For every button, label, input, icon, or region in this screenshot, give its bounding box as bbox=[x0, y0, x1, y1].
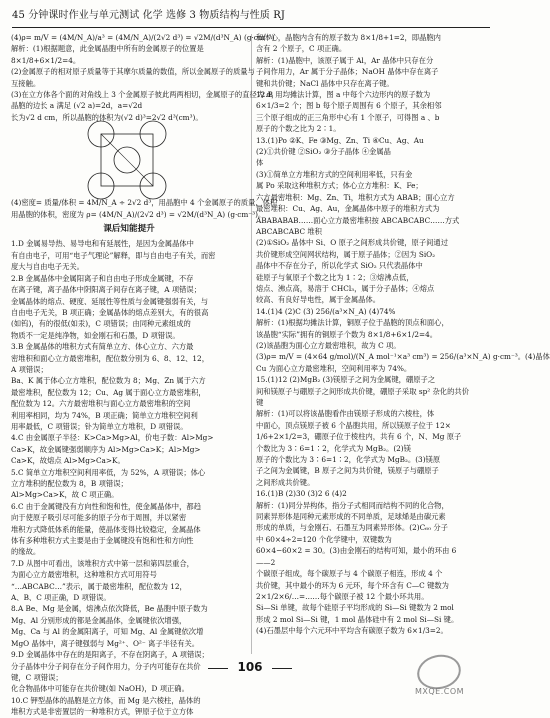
text-line: 和体心，晶胞内含有的原子数为 8×1/8+1=2，即晶胞内 bbox=[256, 33, 441, 42]
text-line: (4)石墨层中每个六元环中平均含有碳原子数为 6×1/3=2。 bbox=[256, 626, 448, 636]
text-line: 分子晶体中分子间存在分子间作用力，分子内可能存在共价 bbox=[11, 661, 201, 671]
text-line: MgO 晶体中，离子键强弱与 Mg²⁺、O²⁻ 离子半径有关。 bbox=[11, 638, 200, 648]
text-line: 6×1/3=2 个；图 b 每个原子周围有 6 个原子，其余相邻 bbox=[256, 101, 442, 111]
text-line: 共价键，其中最小的环为 6 元环，每个环含有 C—C 键数为 bbox=[256, 580, 449, 590]
text-line: ABABABAB……面心立方最密堆积按 ABCABCABC……方式 bbox=[256, 215, 460, 225]
text-line: (2)该晶胞为面心立方最密堆积，故为 C 项。 bbox=[256, 340, 401, 350]
text-line: 个数比为 3∶6=1∶2，化学式为 MgB₂。(2)镁 bbox=[256, 443, 411, 453]
text-line: 自由电子无关，B 项正确；金属晶体的熔点差别大，有的很高 bbox=[11, 307, 209, 317]
text-line: 解析：(1)同分异构体，指分子式相同而结构不同的化合物， bbox=[256, 500, 449, 510]
text-line: 六方最密堆积：Mg、Zn、Ti，堆积方式为 ABAB；面心立方 bbox=[256, 192, 455, 202]
text-line: 16.(1)B (2)30 (3)2 6 (4)2 bbox=[256, 489, 347, 499]
text-line: 有自由电子，可用“电子气理论”解释，即与自由电子有关，而密 bbox=[11, 250, 216, 260]
text-line: 2×1/2×6/…=……每个碳原子被 12 个最小环共用。 bbox=[256, 591, 429, 601]
text-line: (2)①共价键 ②SiO₂ ③分子晶体 ④金属晶 bbox=[256, 147, 391, 157]
text-line: 15.(1)12 (2)MgB₂ (3)镁原子之间为金属键，硼原子之 bbox=[256, 375, 436, 385]
text-line: 子间作用力，Ar 属于分子晶体；NaOH 晶体中存在离子 bbox=[256, 67, 439, 77]
right-answers-list bbox=[256, 32, 550, 637]
text-line: 物质不一定是纯净物，如金刚石和石墨，D 项错误。 bbox=[11, 330, 180, 340]
text-line: 3.B 金属晶体的堆积方式有简单立方、体心立方、六方最 bbox=[11, 342, 194, 352]
text-line: (4)ρ= m/V = (4M/N_A)/a³ = (4M/N_A)/(2√2 d³) = √2M/(d³N_A) (g·cm⁻³) bbox=[11, 33, 275, 42]
text-line: Al>Mg>Ca>K，故 C 项正确。 bbox=[11, 490, 119, 500]
text-line: 4.C 由金属原子半径：K>Ca>Mg>Al，价电子数：Al>Mg> bbox=[11, 433, 214, 443]
text-line: 密堆积和面心立方最密堆积，配位数分别为 6、8、12、12， bbox=[11, 353, 210, 363]
unit-cell-face-diagram bbox=[11, 125, 247, 195]
watermark-logo bbox=[415, 655, 497, 701]
text-line: 之间形成共价键。 bbox=[256, 477, 315, 487]
text-line: 10.C 钾型晶体的晶胞是立方体，而 Mg 是六棱柱，晶体的 bbox=[11, 695, 201, 705]
text-line: 长为√2 d cm，所以晶胞的体积为(√2 d)³=2√2 d³(cm³)。 bbox=[11, 112, 203, 122]
text-line: 同素异形体是同种元素形成的不同单质，足球烯是由碳元素 bbox=[256, 512, 446, 522]
text-line: ABCABCABC 堆积 bbox=[256, 226, 322, 236]
text-line: 8×1/8+6×1/2=4。 bbox=[11, 55, 81, 65]
text-line: 金属晶体的熔点、硬度、延展性等性质与金属键强弱有关，与 bbox=[11, 296, 209, 306]
text-line: 解析：(1)根据均摊法计算，铜原子位于晶胞的顶点和面心， bbox=[256, 318, 449, 328]
text-line: 形成 2 mol Si—Si 键，1 mol 晶体硅中有 2 mol Si—Si 键。 bbox=[256, 614, 459, 624]
column-divider bbox=[251, 34, 252, 654]
text-line: 在离子键，离子晶体中阴阳离子间存在离子键，A 项错误； bbox=[11, 285, 202, 295]
text-line: 12.B 用均摊法计算，图 a 中每个六边形内的原子数为 bbox=[256, 90, 431, 100]
text-line: 用晶胞的体积，密度为 ρ= (4M/N_A)/(2√2 d³) = √2M/(d³N_A) (g·cm⁻³)。 bbox=[11, 209, 266, 219]
text-line: 该晶胞“实际”拥有的铜原子个数为 8×1/8+6×1/2=4。 bbox=[256, 329, 438, 339]
text-line: Ca>K，故熔点 Al>Mg>Ca>K。 bbox=[11, 456, 125, 466]
face-centered-circles-figure bbox=[83, 125, 173, 195]
text-line: 为面心立方最密堆积，这种堆积方式可用符号 bbox=[11, 570, 157, 580]
text-line: Ba、K 属于体心立方堆积，配位数为 8；Mg、Zn 属于六方 bbox=[11, 376, 206, 386]
text-line: (3)在立方体各个面的对角线上 3 个金属原子彼此两两相切，金属原子的直径为 d， bbox=[11, 90, 279, 100]
text-line: 熔点、沸点高，易溶于 CHCl₃，属于分子晶体；④熔点 bbox=[256, 283, 435, 293]
text-line: 解析：(1)根据题意，此金属晶胞中所有的金属原子的位置是 bbox=[11, 44, 204, 54]
text-line: 间和镁原子与硼原子之间形成共价键，硼原子采取 sp² 杂化的共价 bbox=[256, 386, 469, 396]
text-line: 原子的个数之比为 2∶1。 bbox=[256, 124, 341, 134]
text-line: 键 bbox=[256, 398, 264, 407]
text-line: 最密堆积：Cu、Ag、Au，金属晶体中原子的堆积方式为 bbox=[256, 204, 440, 214]
text-line: 13.(1)Po ②K、Fe ③Mg、Zn、Ti ④Cu、Ag、Au bbox=[256, 135, 424, 145]
right-column bbox=[256, 32, 550, 657]
text-line: (4)密度= 质量/体积 = 4M/N_A ÷ 2√2 d³，用晶胞中 4 个金属原子的质量，体积 bbox=[11, 198, 278, 208]
text-line: Ca>K，故金属键强弱顺序为 Al>Mg>Ca>K；Al>Mg> bbox=[11, 444, 201, 454]
text-line: 原子的个数比为 3∶6=1∶2，化学式为 MgB₂。(3)镁原 bbox=[256, 455, 441, 465]
text-line: 用率最低，C 项错误；钋为简单立方堆积，D 项错误。 bbox=[11, 421, 188, 431]
text-line: 键，C 项错误； bbox=[11, 672, 63, 682]
text-line: 立方堆积的配位数为 8，B 项错误； bbox=[11, 479, 128, 488]
text-line: 硅原子与氧原子个数之比为 1∶2；③熔沸点低， bbox=[256, 272, 414, 282]
text-line: Si—Si 单键，故每个硅原子平均形成的 Si—Si 键数为 2 mol bbox=[256, 603, 454, 613]
text-line: (3)①简单立方堆积方式的空间利用率低，只有金 bbox=[256, 169, 413, 179]
text-line: 向于使原子吸引尽可能多的原子分布于周围，并以紧密 bbox=[11, 513, 187, 523]
text-line: A、B、C 项正确，D 项错误。 bbox=[11, 593, 111, 603]
section-title: 课后知能提升 bbox=[103, 224, 155, 235]
text-line: Mg、Ca 与 Al 的金属阳离子，可知 Mg、Al 金属键依次增 bbox=[11, 627, 204, 637]
text-line: 个碳原子组成，每个碳原子与 4 个碳原子相连，形成 4 个 bbox=[256, 569, 443, 579]
text-line: 体有多种堆积方式主要是由于金属键没有饱和性和方向性 bbox=[11, 536, 194, 546]
text-line: 的缘故。 bbox=[11, 547, 41, 557]
text-line: 晶胞的边长 a 满足 (√2 a)=2d，a=√2d bbox=[11, 101, 143, 111]
text-line: 较高、有良好导电性，属于金属晶体。 bbox=[256, 295, 381, 305]
answer-12-density-note bbox=[11, 197, 278, 220]
text-line: 互接触。 bbox=[11, 78, 41, 88]
text-line: 堆积方式是非密置层的一种堆积方式，钾原子位于立方体 bbox=[11, 707, 194, 717]
text-line: 60×4−60×2 = 30。(3)由金刚石的结构可知，最小的环由 6 bbox=[256, 546, 457, 556]
text-line: 7.D 从图中可看出，该堆积方式中第一层和第四层重合， bbox=[11, 558, 194, 568]
text-line: 度大与自由电子无关。 bbox=[11, 262, 84, 272]
text-line: 体 bbox=[256, 158, 264, 168]
text-line: 子之间为金属键，B 原子之间为共价键，镁原子与硼原子 bbox=[256, 466, 439, 476]
text-line: 配位数为 12。六方最密堆积与面心立方最密堆积的空间 bbox=[11, 399, 191, 409]
text-line: 1.D 金属易导热、易导电和有延展性，是因为金属晶体中 bbox=[11, 239, 194, 249]
text-line: 三个原子组成的正三角形中心有 1 个原子，可得图 a 、b bbox=[256, 112, 440, 122]
text-line: 最密堆积，配位数为 12；Cu、Ag 属于面心立方最密堆积， bbox=[11, 387, 206, 397]
text-line: 含有 2 个原子，C 项正确。 bbox=[256, 44, 347, 54]
text-line: 5.C 简单立方堆积空间利用率低，为 52%，A 项错误；体心 bbox=[11, 467, 206, 477]
text-line: Cu 为面心立方最密堆积，空间利用率为 74%。 bbox=[256, 363, 412, 373]
header-rule bbox=[12, 27, 490, 28]
text-line: 属 Po 采取这种堆积方式；体心立方堆积：K、Fe； bbox=[256, 181, 423, 191]
text-line: “…ABCABC…”表示，属于最密堆积，配位数为 12， bbox=[11, 581, 187, 591]
watermark-text: MXQE.COM bbox=[415, 687, 465, 696]
text-line: 9.D 金属晶体中存在的是阳离子，不存在阴离子，A 项错误； bbox=[11, 650, 209, 660]
left-answers-list bbox=[11, 238, 247, 717]
text-line: 解析：(1)晶胞中，该原子属于 Al，Ar 晶体中只存在分 bbox=[256, 55, 434, 65]
text-line: Mg、Al 分别形成的都是金属晶体，金属键依次增强， bbox=[11, 615, 187, 625]
text-line: ——2 bbox=[256, 557, 276, 567]
text-line: (如钨)，有的很低(如汞)，C 项错误；由同种元素组成的 bbox=[11, 319, 191, 329]
text-line: 8.A Be、Mg 是金属，熔沸点依次降低，Be 晶胞中原子数为 bbox=[11, 604, 208, 614]
answer-12-block bbox=[11, 32, 279, 123]
text-line: 堆积方式降低体系的能量，使晶体变得比较稳定，金属晶体 bbox=[11, 524, 201, 534]
text-line: 中面心，顶点镁原子被 6 个晶胞共用，所以镁原子位于 12× bbox=[256, 420, 451, 430]
text-line: 利用率相同，均为 74%，B 项正确；简单立方堆积空间利 bbox=[11, 410, 198, 420]
text-line: 1/6+2×1/2=3，硼原子位于棱柱内，共有 6 个，N、Mg 原子 bbox=[256, 432, 462, 442]
running-header: 45 分钟课时作业与单元测试 化学 选修 3 物质结构与性质 RJ bbox=[12, 10, 285, 21]
text-line: 键和共价键；NaCl 晶体中只存在离子键。 bbox=[256, 78, 394, 88]
text-line: (2)金属原子的相对原子质量等于其摩尔质量的数值，所以金属原子的质量与 bbox=[11, 67, 255, 77]
text-line: 6.C 由于金属键没有方向性和饱和性，使金属晶体中，都趋 bbox=[11, 501, 201, 511]
text-line: A 项错误； bbox=[11, 364, 48, 374]
text-line: 形成的单质，与金刚石、石墨互为同素异形体。(2)C₆₀ 分子 bbox=[256, 523, 448, 533]
text-line: (2)①SiO₂ 晶体中 Si、O 原子之间形成共价键，原子间通过 bbox=[256, 238, 449, 248]
text-line: 化合物晶体中可能存在共价键(如 NaOH)，D 项正确。 bbox=[11, 684, 189, 694]
text-line: 共价键形成空间网状结构，属于原子晶体；②因为 SiO₂ bbox=[256, 249, 436, 259]
text-line: 解析：(1)可以将该晶胞看作由镁原子形成的六棱柱，体 bbox=[256, 409, 435, 419]
text-line: 2.B 金属晶体中金属阳离子和自由电子形成金属键，不存 bbox=[11, 273, 194, 283]
text-line: (3)ρ= m/V = (4×64 g/mol)/(N_A mol⁻¹×a³ cm³) = 256/(a³×N_A) g·cm⁻³。(4)晶体 bbox=[256, 352, 550, 362]
text-line: 14.(1)4 (2)C (3) 256/(a³×N_A) (4)74% bbox=[256, 306, 396, 316]
page-number: 106 bbox=[226, 660, 274, 674]
text-line: 中 60×4÷2=120 个化学键中，双键数为 bbox=[256, 534, 392, 544]
text-line: 晶体中不存在分子，所以化学式 SiO₂ 只代表晶体中 bbox=[256, 261, 423, 271]
